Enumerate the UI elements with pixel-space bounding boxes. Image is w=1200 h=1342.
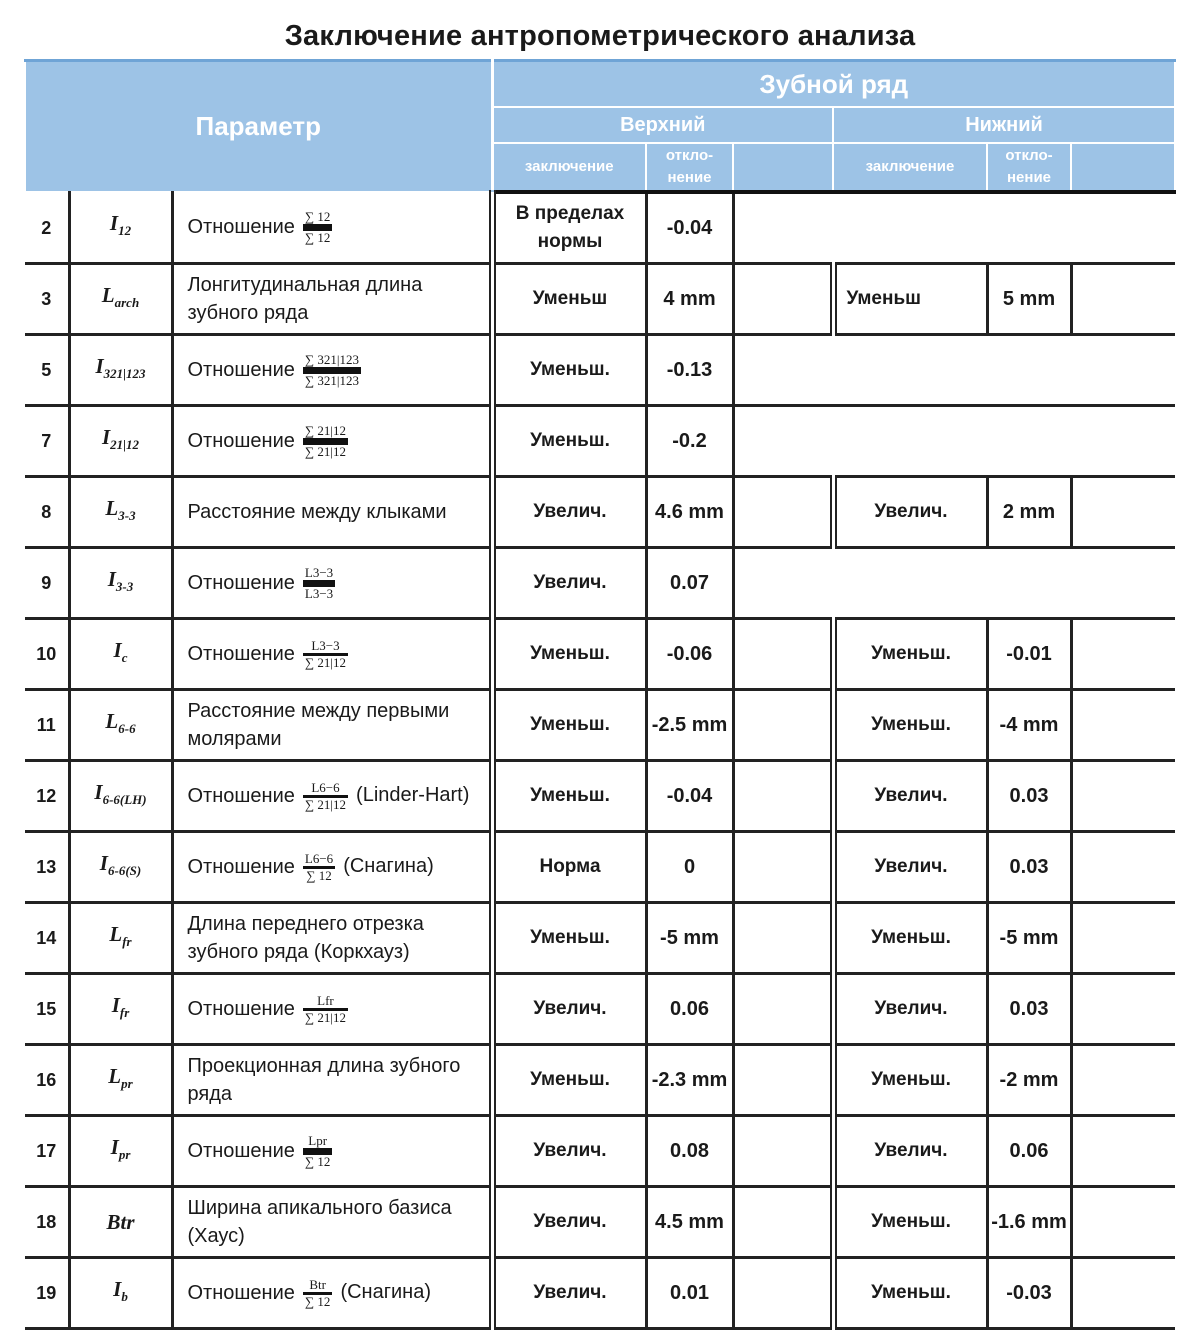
symbol-base: I [101, 424, 111, 449]
upper-deviation: 0.08 [646, 1116, 733, 1187]
upper-conclusion: В пределах нормы [492, 192, 646, 264]
header-upper-conclusion: заключение [492, 143, 646, 192]
formula-numerator: Lfr [303, 994, 348, 1011]
empty-cells [733, 548, 1175, 619]
parameter-description [172, 548, 492, 619]
upper-deviation: -0.04 [646, 761, 733, 832]
formula-numerator: L6−6 [303, 852, 335, 869]
row-number: 8 [25, 477, 69, 548]
header-lower: Нижний [833, 107, 1175, 143]
header-upper: Верхний [492, 107, 833, 143]
header-upper-empty [733, 143, 833, 192]
symbol-subscript: arch [114, 295, 140, 311]
empty-cells [733, 335, 1175, 406]
parameter-symbol [69, 974, 172, 1045]
formula-denominator: L3−3 [304, 585, 334, 601]
symbol-subscript: 321|123 [103, 366, 146, 382]
upper-conclusion: Уменьш. [492, 690, 646, 761]
table-body [25, 192, 1175, 1329]
lower-deviation: -0.01 [987, 619, 1071, 690]
description-text: Отношение [187, 1281, 295, 1304]
symbol-subscript: c [121, 650, 128, 666]
table-row [25, 1045, 1175, 1116]
table-row [25, 1258, 1175, 1329]
header-dental-row: Зубной ряд [492, 61, 1175, 108]
description-text: Ширина апикального базиса (Хаус) [187, 1197, 452, 1247]
symbol-subscript: 3-3 [115, 579, 134, 595]
parameter-symbol [69, 619, 172, 690]
upper-deviation: -5 mm [646, 903, 733, 974]
formula-denominator: ∑ 21|12 [304, 796, 347, 812]
page-title: Заключение антропометрического анализа [284, 20, 916, 52]
symbol-base: I [109, 211, 119, 236]
symbol-subscript: 6-6(LH) [102, 792, 147, 808]
parameter-symbol [69, 477, 172, 548]
symbol-subscript: 6-6 [118, 721, 136, 737]
upper-extra [733, 1116, 833, 1187]
table-row [25, 903, 1175, 974]
lower-conclusion: Увелич. [833, 832, 987, 903]
formula-denominator: ∑ 321|123 [304, 372, 360, 388]
parameter-description [172, 192, 492, 264]
formula-numerator: ∑ 12 [303, 210, 333, 231]
parameter-description [172, 690, 492, 761]
table-row [25, 1116, 1175, 1187]
lower-deviation: -2 mm [987, 1045, 1071, 1116]
table-row [25, 406, 1175, 477]
description-text: Отношение [187, 642, 295, 665]
parameter-symbol [69, 903, 172, 974]
lower-extra [1071, 264, 1175, 335]
lower-deviation: -4 mm [987, 690, 1071, 761]
formula-numerator: L3−3 [303, 639, 348, 656]
upper-conclusion: Уменьш [492, 264, 646, 335]
upper-conclusion: Уменьш. [492, 903, 646, 974]
empty-cells [733, 406, 1175, 477]
row-number: 5 [25, 335, 69, 406]
upper-conclusion: Увелич. [492, 548, 646, 619]
parameter-symbol [69, 548, 172, 619]
lower-extra [1071, 761, 1175, 832]
upper-deviation: -0.04 [646, 192, 733, 264]
upper-deviation: -0.06 [646, 619, 733, 690]
lower-deviation: 2 mm [987, 477, 1071, 548]
symbol-subscript: 3-3 [118, 508, 136, 524]
lower-extra [1071, 974, 1175, 1045]
symbol-base: I [111, 992, 120, 1017]
row-number: 7 [25, 406, 69, 477]
description-text: Отношение [187, 571, 295, 594]
lower-conclusion: Увелич. [833, 1116, 987, 1187]
table-row [25, 761, 1175, 832]
parameter-description [172, 903, 492, 974]
formula-numerator: Lpr [303, 1134, 333, 1155]
lower-conclusion: Уменьш. [833, 690, 987, 761]
parameter-description [172, 619, 492, 690]
parameter-symbol [69, 1258, 172, 1329]
symbol-base: L [105, 708, 119, 733]
upper-extra [733, 1045, 833, 1116]
lower-conclusion: Уменьш. [833, 619, 987, 690]
description-text: Расстояние между клыками [187, 501, 447, 523]
parameter-description [172, 1045, 492, 1116]
lower-extra [1071, 619, 1175, 690]
symbol-base: I [113, 637, 122, 662]
row-number: 9 [25, 548, 69, 619]
lower-extra [1071, 832, 1175, 903]
symbol-subscript: pr [121, 1076, 133, 1092]
description-text: Отношение [187, 215, 295, 238]
parameter-description [172, 761, 492, 832]
description-text: Лонгитудинальная длина зубного ряда [187, 274, 423, 324]
upper-deviation: -0.13 [646, 335, 733, 406]
formula-numerator: L6−6 [303, 781, 348, 798]
upper-conclusion: Увелич. [492, 974, 646, 1045]
upper-conclusion: Увелич. [492, 1258, 646, 1329]
ratio-formula [303, 1278, 333, 1309]
header-lower-deviation: откло- нение [987, 143, 1071, 192]
ratio-formula [303, 781, 348, 812]
lower-conclusion: Увелич. [833, 477, 987, 548]
parameter-symbol [69, 264, 172, 335]
upper-deviation: -2.5 mm [646, 690, 733, 761]
description-text: Отношение [187, 1139, 295, 1162]
formula-denominator: ∑ 21|12 [304, 443, 347, 459]
anthropometric-table [24, 59, 1176, 1330]
upper-deviation: 0 [646, 832, 733, 903]
upper-extra [733, 761, 833, 832]
row-number: 13 [25, 832, 69, 903]
symbol-subscript: b [121, 1289, 128, 1305]
formula-denominator: ∑ 12 [304, 1153, 331, 1169]
upper-extra [733, 264, 833, 335]
parameter-symbol [69, 690, 172, 761]
upper-conclusion: Норма [492, 832, 646, 903]
upper-deviation: 0.01 [646, 1258, 733, 1329]
parameter-description [172, 1258, 492, 1329]
ratio-formula [303, 566, 335, 601]
parameter-symbol [69, 1045, 172, 1116]
upper-extra [733, 477, 833, 548]
header-parameter: Параметр [25, 61, 492, 193]
row-number: 18 [25, 1187, 69, 1258]
symbol-base: I [95, 353, 104, 378]
upper-deviation: 4.5 mm [646, 1187, 733, 1258]
symbol-subscript: fr [119, 1005, 130, 1021]
table-row [25, 264, 1175, 335]
parameter-description [172, 335, 492, 406]
row-number: 12 [25, 761, 69, 832]
upper-deviation: -0.2 [646, 406, 733, 477]
table-row [25, 548, 1175, 619]
table-row [25, 477, 1175, 548]
row-number: 15 [25, 974, 69, 1045]
parameter-description [172, 832, 492, 903]
lower-extra [1071, 1187, 1175, 1258]
symbol-base: L [101, 282, 115, 307]
table-row [25, 335, 1175, 406]
description-text: Длина переднего отрезка зубного ряда (Коркхауз) [187, 913, 424, 963]
ratio-formula [303, 1134, 333, 1169]
symbol-base: L [105, 495, 119, 520]
parameter-symbol [69, 832, 172, 903]
symbol-base: L [109, 921, 123, 946]
table-row [25, 832, 1175, 903]
row-number: 14 [25, 903, 69, 974]
upper-extra [733, 903, 833, 974]
formula-numerator: ∑ 21|12 [303, 424, 348, 445]
header-lower-empty [1071, 143, 1175, 192]
symbol-subscript: 21|12 [110, 437, 140, 453]
upper-conclusion: Уменьш. [492, 761, 646, 832]
formula-author: (Linder-Hart) [356, 784, 470, 807]
table-row [25, 1187, 1175, 1258]
description-text: Отношение [187, 784, 295, 807]
upper-conclusion: Уменьш. [492, 619, 646, 690]
lower-conclusion: Увелич. [833, 974, 987, 1045]
upper-extra [733, 1187, 833, 1258]
parameter-symbol [69, 761, 172, 832]
lower-extra [1071, 477, 1175, 548]
symbol-base: I [113, 1276, 122, 1301]
parameter-description [172, 477, 492, 548]
lower-conclusion: Уменьш. [833, 1258, 987, 1329]
ratio-formula [303, 210, 333, 245]
lower-deviation: -5 mm [987, 903, 1071, 974]
upper-deviation: 4 mm [646, 264, 733, 335]
symbol-base: Btr [106, 1210, 135, 1234]
ratio-formula [303, 994, 348, 1025]
header-lower-conclusion: заключение [833, 143, 987, 192]
parameter-description [172, 264, 492, 335]
empty-cells [733, 192, 1175, 264]
lower-extra [1071, 903, 1175, 974]
table-row [25, 974, 1175, 1045]
table-row [25, 690, 1175, 761]
upper-deviation: -2.3 mm [646, 1045, 733, 1116]
upper-extra [733, 619, 833, 690]
symbol-subscript: fr [122, 934, 132, 950]
lower-conclusion: Увелич. [833, 761, 987, 832]
lower-deviation: 0.03 [987, 761, 1071, 832]
lower-deviation: -0.03 [987, 1258, 1071, 1329]
formula-numerator: L3−3 [303, 566, 335, 587]
upper-conclusion: Уменьш. [492, 406, 646, 477]
upper-deviation: 0.06 [646, 974, 733, 1045]
row-number: 2 [25, 192, 69, 264]
ratio-formula [303, 852, 335, 883]
table-row [25, 619, 1175, 690]
lower-deviation: 5 mm [987, 264, 1071, 335]
header-upper-deviation: откло- нение [646, 143, 733, 192]
formula-denominator: ∑ 21|12 [304, 654, 347, 670]
table-row [25, 192, 1175, 264]
symbol-base: I [110, 1134, 119, 1159]
upper-conclusion: Увелич. [492, 1116, 646, 1187]
parameter-description [172, 974, 492, 1045]
upper-deviation: 4.6 mm [646, 477, 733, 548]
lower-conclusion: Уменьш. [833, 1187, 987, 1258]
lower-conclusion: Уменьш [833, 264, 987, 335]
description-text: Расстояние между первыми молярами [187, 700, 450, 750]
lower-conclusion: Уменьш. [833, 1045, 987, 1116]
symbol-subscript: 12 [118, 223, 132, 239]
parameter-symbol [69, 335, 172, 406]
symbol-base: I [94, 779, 103, 804]
row-number: 19 [25, 1258, 69, 1329]
description-text: Отношение [187, 429, 295, 452]
lower-deviation: 0.06 [987, 1116, 1071, 1187]
parameter-symbol [69, 1187, 172, 1258]
symbol-base: L [108, 1063, 122, 1088]
formula-author: (Снагина) [340, 1281, 432, 1304]
upper-conclusion: Увелич. [492, 1187, 646, 1258]
formula-author: (Снагина) [343, 855, 434, 878]
ratio-formula [303, 353, 361, 388]
lower-deviation: 0.03 [987, 832, 1071, 903]
formula-denominator: ∑ 12 [304, 230, 331, 245]
parameter-symbol [69, 192, 172, 264]
row-number: 11 [25, 690, 69, 761]
lower-extra [1071, 1116, 1175, 1187]
lower-deviation: -1.6 mm [987, 1187, 1071, 1258]
upper-extra [733, 974, 833, 1045]
formula-denominator: ∑ 12 [304, 1293, 331, 1309]
formula-denominator: ∑ 12 [306, 867, 332, 883]
description-text: Отношение [187, 997, 295, 1020]
upper-conclusion: Увелич. [492, 477, 646, 548]
ratio-formula [303, 639, 348, 670]
ratio-formula [303, 424, 348, 459]
upper-extra [733, 832, 833, 903]
parameter-description [172, 1187, 492, 1258]
upper-extra [733, 690, 833, 761]
upper-conclusion: Уменьш. [492, 335, 646, 406]
parameter-symbol [69, 1116, 172, 1187]
row-number: 10 [25, 619, 69, 690]
lower-extra [1071, 690, 1175, 761]
formula-denominator: ∑ 21|12 [304, 1009, 347, 1025]
formula-numerator: Btr [303, 1278, 333, 1295]
lower-conclusion: Уменьш. [833, 903, 987, 974]
symbol-base: I [99, 850, 108, 875]
formula-numerator: ∑ 321|123 [303, 353, 361, 374]
upper-deviation: 0.07 [646, 548, 733, 619]
upper-extra [733, 1258, 833, 1329]
symbol-base: I [107, 566, 116, 591]
symbol-subscript: pr [118, 1147, 131, 1163]
lower-extra [1071, 1258, 1175, 1329]
upper-conclusion: Уменьш. [492, 1045, 646, 1116]
lower-deviation: 0.03 [987, 974, 1071, 1045]
description-text: Отношение [187, 855, 295, 878]
symbol-subscript: 6-6(S) [107, 863, 142, 879]
row-number: 16 [25, 1045, 69, 1116]
row-number: 3 [25, 264, 69, 335]
lower-extra [1071, 1045, 1175, 1116]
row-number: 17 [25, 1116, 69, 1187]
description-text: Проекционная длина зубного ряда [187, 1055, 461, 1105]
parameter-symbol [69, 406, 172, 477]
description-text: Отношение [187, 358, 295, 381]
parameter-description [172, 1116, 492, 1187]
parameter-description [172, 406, 492, 477]
